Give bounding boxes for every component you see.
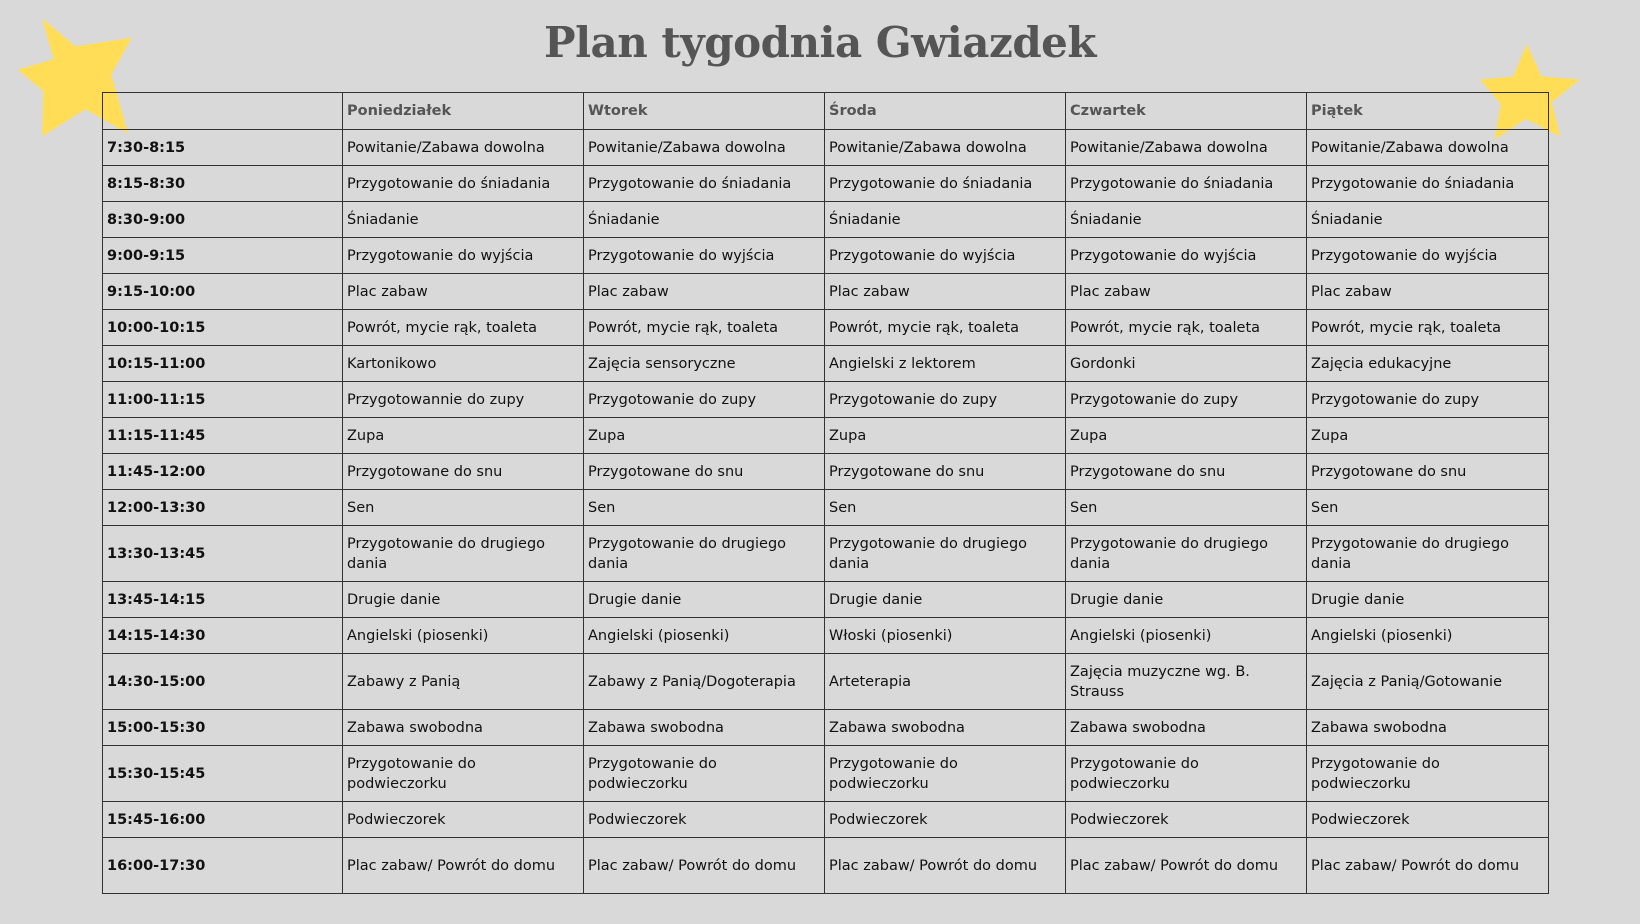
table-row	[103, 654, 1549, 710]
activity-cell: Przygotowanie do drugiego dania	[1066, 526, 1307, 582]
activity-cell: Powitanie/Zabawa dowolna	[1307, 130, 1549, 166]
activity-cell: Przygotowanie do wyjścia	[343, 238, 584, 274]
activity-cell: Zabawa swobodna	[1307, 710, 1549, 746]
activity-cell: Podwieczorek	[343, 802, 584, 838]
activity-cell: Powrót, mycie rąk, toaleta	[825, 310, 1066, 346]
activity-cell: Śniadanie	[1066, 202, 1307, 238]
activity-cell: Powrót, mycie rąk, toaleta	[1066, 310, 1307, 346]
time-cell: 14:30-15:00	[103, 654, 343, 710]
activity-cell: Przygotowannie do zupy	[343, 382, 584, 418]
activity-cell: Przygotowanie do śniadania	[343, 166, 584, 202]
activity-cell: Przygotowane do snu	[1307, 454, 1549, 490]
activity-cell: Zabawa swobodna	[825, 710, 1066, 746]
activity-cell: Zajęcia muzyczne wg. B. Strauss	[1066, 654, 1307, 710]
activity-cell: Powitanie/Zabawa dowolna	[584, 130, 825, 166]
time-cell: 10:00-10:15	[103, 310, 343, 346]
activity-cell: Przygotowanie do drugiego dania	[343, 526, 584, 582]
activity-cell: Plac zabaw	[584, 274, 825, 310]
activity-cell: Przygotowanie do drugiego dania	[825, 526, 1066, 582]
activity-cell: Powitanie/Zabawa dowolna	[343, 130, 584, 166]
activity-cell: Zajęcia z Panią/Gotowanie	[1307, 654, 1549, 710]
time-cell: 9:15-10:00	[103, 274, 343, 310]
activity-cell: Przygotowanie do podwieczorku	[584, 746, 825, 802]
activity-cell: Przygotowanie do zupy	[1307, 382, 1549, 418]
activity-cell: Przygotowanie do zupy	[584, 382, 825, 418]
activity-cell: Powitanie/Zabawa dowolna	[1066, 130, 1307, 166]
activity-cell: Angielski (piosenki)	[1066, 618, 1307, 654]
activity-cell: Plac zabaw/ Powrót do domu	[343, 838, 584, 894]
time-cell: 16:00-17:30	[103, 838, 343, 894]
time-cell: 15:00-15:30	[103, 710, 343, 746]
time-cell: 8:30-9:00	[103, 202, 343, 238]
schedule-table	[102, 92, 1549, 894]
table-row	[103, 346, 1549, 382]
activity-cell: Przygotowane do snu	[584, 454, 825, 490]
table-row	[103, 274, 1549, 310]
activity-cell: Plac zabaw	[825, 274, 1066, 310]
activity-cell: Przygotowanie do podwieczorku	[1307, 746, 1549, 802]
activity-cell: Śniadanie	[343, 202, 584, 238]
activity-cell: Plac zabaw/ Powrót do domu	[1307, 838, 1549, 894]
activity-cell: Sen	[343, 490, 584, 526]
header-cell-wednesday: Środa	[825, 93, 1066, 130]
time-cell: 9:00-9:15	[103, 238, 343, 274]
header-cell-time	[103, 93, 343, 130]
activity-cell: Zajęcia sensoryczne	[584, 346, 825, 382]
schedule-body	[103, 130, 1549, 894]
activity-cell: Zabawa swobodna	[584, 710, 825, 746]
activity-cell: Sen	[825, 490, 1066, 526]
table-row	[103, 418, 1549, 454]
table-row	[103, 838, 1549, 894]
table-row	[103, 618, 1549, 654]
activity-cell: Przygotowanie do drugiego dania	[1307, 526, 1549, 582]
activity-cell: Kartonikowo	[343, 346, 584, 382]
activity-cell: Śniadanie	[825, 202, 1066, 238]
header-cell-friday: Piątek	[1307, 93, 1549, 130]
time-cell: 12:00-13:30	[103, 490, 343, 526]
activity-cell: Zabawy z Panią	[343, 654, 584, 710]
activity-cell: Powitanie/Zabawa dowolna	[825, 130, 1066, 166]
table-row	[103, 202, 1549, 238]
activity-cell: Przygotowanie do śniadania	[584, 166, 825, 202]
table-row	[103, 746, 1549, 802]
activity-cell: Angielski (piosenki)	[343, 618, 584, 654]
header-cell-tuesday: Wtorek	[584, 93, 825, 130]
table-row	[103, 310, 1549, 346]
activity-cell: Plac zabaw/ Powrót do domu	[1066, 838, 1307, 894]
activity-cell: Angielski z lektorem	[825, 346, 1066, 382]
activity-cell: Zabawy z Panią/Dogoterapia	[584, 654, 825, 710]
time-cell: 10:15-11:00	[103, 346, 343, 382]
activity-cell: Zabawa swobodna	[1066, 710, 1307, 746]
time-cell: 14:15-14:30	[103, 618, 343, 654]
activity-cell: Zupa	[584, 418, 825, 454]
activity-cell: Podwieczorek	[584, 802, 825, 838]
activity-cell: Sen	[1066, 490, 1307, 526]
activity-cell: Zabawa swobodna	[343, 710, 584, 746]
table-row	[103, 710, 1549, 746]
activity-cell: Przygotowanie do zupy	[825, 382, 1066, 418]
activity-cell: Przygotowanie do śniadania	[825, 166, 1066, 202]
activity-cell: Gordonki	[1066, 346, 1307, 382]
time-cell: 13:30-13:45	[103, 526, 343, 582]
table-row	[103, 238, 1549, 274]
activity-cell: Przygotowanie do śniadania	[1307, 166, 1549, 202]
activity-cell: Plac zabaw/ Powrót do domu	[584, 838, 825, 894]
activity-cell: Przygotowanie do podwieczorku	[343, 746, 584, 802]
activity-cell: Sen	[1307, 490, 1549, 526]
activity-cell: Podwieczorek	[825, 802, 1066, 838]
table-row	[103, 454, 1549, 490]
activity-cell: Śniadanie	[584, 202, 825, 238]
table-row	[103, 802, 1549, 838]
activity-cell: Podwieczorek	[1307, 802, 1549, 838]
activity-cell: Plac zabaw	[1066, 274, 1307, 310]
activity-cell: Przygotowanie do śniadania	[1066, 166, 1307, 202]
activity-cell: Drugie danie	[825, 582, 1066, 618]
activity-cell: Powrót, mycie rąk, toaleta	[343, 310, 584, 346]
activity-cell: Drugie danie	[343, 582, 584, 618]
table-row	[103, 490, 1549, 526]
activity-cell: Drugie danie	[584, 582, 825, 618]
activity-cell: Plac zabaw	[1307, 274, 1549, 310]
activity-cell: Angielski (piosenki)	[1307, 618, 1549, 654]
header-cell-thursday: Czwartek	[1066, 93, 1307, 130]
activity-cell: Zajęcia edukacyjne	[1307, 346, 1549, 382]
activity-cell: Zupa	[1066, 418, 1307, 454]
table-row	[103, 382, 1549, 418]
activity-cell: Zupa	[825, 418, 1066, 454]
activity-cell: Arteterapia	[825, 654, 1066, 710]
activity-cell: Plac zabaw	[343, 274, 584, 310]
header-cell-monday: Poniedziałek	[343, 93, 584, 130]
activity-cell: Przygotowanie do wyjścia	[1307, 238, 1549, 274]
activity-cell: Przygotowane do snu	[1066, 454, 1307, 490]
activity-cell: Podwieczorek	[1066, 802, 1307, 838]
time-cell: 15:45-16:00	[103, 802, 343, 838]
page-title: Plan tygodnia Gwiazdek	[543, 18, 1097, 67]
table-row	[103, 166, 1549, 202]
time-cell: 11:15-11:45	[103, 418, 343, 454]
activity-cell: Przygotowanie do wyjścia	[584, 238, 825, 274]
activity-cell: Drugie danie	[1066, 582, 1307, 618]
activity-cell: Śniadanie	[1307, 202, 1549, 238]
activity-cell: Powrót, mycie rąk, toaleta	[584, 310, 825, 346]
activity-cell: Przygotowanie do wyjścia	[1066, 238, 1307, 274]
table-row	[103, 130, 1549, 166]
time-cell: 11:45-12:00	[103, 454, 343, 490]
activity-cell: Włoski (piosenki)	[825, 618, 1066, 654]
activity-cell: Plac zabaw/ Powrót do domu	[825, 838, 1066, 894]
activity-cell: Przygotowanie do wyjścia	[825, 238, 1066, 274]
time-cell: 11:00-11:15	[103, 382, 343, 418]
activity-cell: Zupa	[1307, 418, 1549, 454]
activity-cell: Angielski (piosenki)	[584, 618, 825, 654]
activity-cell: Przygotowanie do drugiego dania	[584, 526, 825, 582]
activity-cell: Zupa	[343, 418, 584, 454]
time-cell: 7:30-8:15	[103, 130, 343, 166]
table-row	[103, 526, 1549, 582]
time-cell: 15:30-15:45	[103, 746, 343, 802]
activity-cell: Drugie danie	[1307, 582, 1549, 618]
activity-cell: Przygotowane do snu	[343, 454, 584, 490]
table-header-row	[103, 93, 1549, 130]
activity-cell: Przygotowanie do podwieczorku	[1066, 746, 1307, 802]
activity-cell: Przygotowane do snu	[825, 454, 1066, 490]
activity-cell: Przygotowanie do zupy	[1066, 382, 1307, 418]
time-cell: 13:45-14:15	[103, 582, 343, 618]
activity-cell: Sen	[584, 490, 825, 526]
table-row	[103, 582, 1549, 618]
time-cell: 8:15-8:30	[103, 166, 343, 202]
activity-cell: Powrót, mycie rąk, toaleta	[1307, 310, 1549, 346]
activity-cell: Przygotowanie do podwieczorku	[825, 746, 1066, 802]
